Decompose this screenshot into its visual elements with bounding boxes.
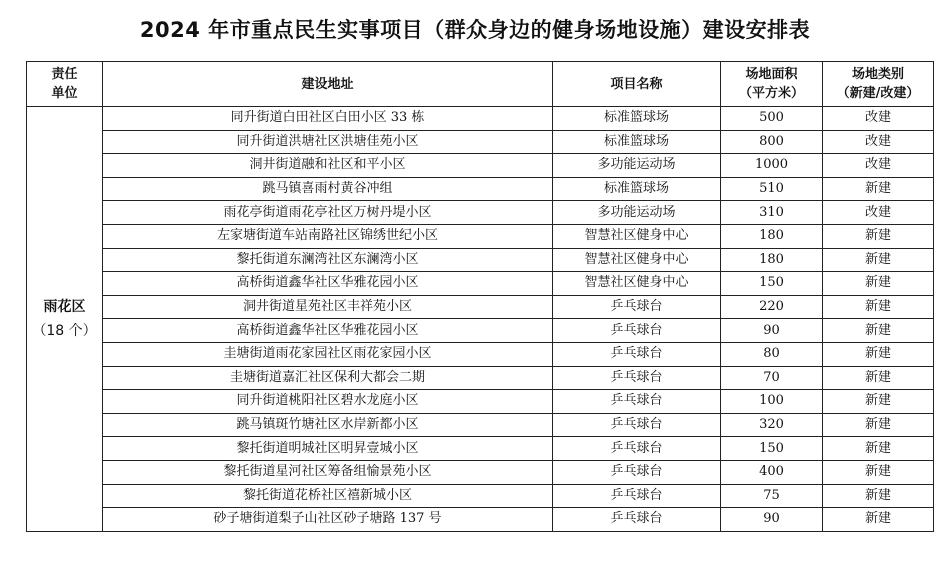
header-unit-line2: 单位 bbox=[51, 86, 78, 101]
site-type-cell: 新建 bbox=[823, 177, 934, 201]
site-type-cell: 新建 bbox=[823, 248, 934, 272]
project-table bbox=[26, 61, 934, 532]
project-name-cell: 智慧社区健身中心 bbox=[553, 224, 721, 248]
table-row bbox=[27, 154, 934, 178]
project-name-cell: 智慧社区健身中心 bbox=[553, 272, 721, 296]
project-name-cell: 乒乓球台 bbox=[553, 508, 721, 532]
table-body bbox=[27, 107, 934, 532]
area-cell: 510 bbox=[721, 177, 823, 201]
project-name-cell: 标准篮球场 bbox=[553, 177, 721, 201]
project-name-cell: 乒乓球台 bbox=[553, 437, 721, 461]
site-type-cell: 新建 bbox=[823, 295, 934, 319]
header-type-line2: （新建/改建） bbox=[836, 86, 920, 101]
site-type-cell: 新建 bbox=[823, 319, 934, 343]
site-type-cell: 新建 bbox=[823, 508, 934, 532]
header-type bbox=[823, 62, 934, 107]
header-area bbox=[721, 62, 823, 107]
site-type-cell: 新建 bbox=[823, 460, 934, 484]
project-name-cell: 乒乓球台 bbox=[553, 319, 721, 343]
area-cell: 1000 bbox=[721, 154, 823, 178]
table-row bbox=[27, 272, 934, 296]
address-cell: 左家塘街道车站南路社区锦绣世纪小区 bbox=[103, 224, 553, 248]
address-cell: 雨花亭街道雨花亭社区万树丹堤小区 bbox=[103, 201, 553, 225]
table-row bbox=[27, 460, 934, 484]
area-cell: 150 bbox=[721, 272, 823, 296]
responsible-unit-count: （18 个） bbox=[32, 322, 97, 339]
table-row bbox=[27, 413, 934, 437]
area-cell: 100 bbox=[721, 390, 823, 414]
address-cell: 跳马镇喜雨村黄谷冲组 bbox=[103, 177, 553, 201]
address-cell: 黎托街道花桥社区禧新城小区 bbox=[103, 484, 553, 508]
area-cell: 320 bbox=[721, 413, 823, 437]
table-row bbox=[27, 130, 934, 154]
project-name-cell: 标准篮球场 bbox=[553, 130, 721, 154]
header-address: 建设地址 bbox=[103, 62, 553, 107]
site-type-cell: 新建 bbox=[823, 366, 934, 390]
table-row bbox=[27, 390, 934, 414]
area-cell: 90 bbox=[721, 319, 823, 343]
page-title: 2024 年市重点民生实事项目（群众身边的健身场地设施）建设安排表 bbox=[139, 18, 811, 42]
table-row bbox=[27, 508, 934, 532]
header-area-line1: 场地面积 bbox=[745, 67, 798, 82]
area-cell: 150 bbox=[721, 437, 823, 461]
table-row bbox=[27, 201, 934, 225]
project-name-cell: 乒乓球台 bbox=[553, 295, 721, 319]
table-row bbox=[27, 295, 934, 319]
project-name-cell: 乒乓球台 bbox=[553, 366, 721, 390]
header-unit bbox=[27, 62, 103, 107]
address-cell: 洞井街道融和社区和平小区 bbox=[103, 154, 553, 178]
site-type-cell: 新建 bbox=[823, 342, 934, 366]
project-name-cell: 乒乓球台 bbox=[553, 460, 721, 484]
site-type-cell: 新建 bbox=[823, 390, 934, 414]
area-cell: 800 bbox=[721, 130, 823, 154]
address-cell: 高桥街道鑫华社区华雅花园小区 bbox=[103, 272, 553, 296]
address-cell: 圭塘街道雨花家园社区雨花家园小区 bbox=[103, 342, 553, 366]
responsible-unit-name: 雨花区 bbox=[43, 298, 86, 315]
table-row bbox=[27, 437, 934, 461]
address-cell: 黎托街道东澜湾社区东澜湾小区 bbox=[103, 248, 553, 272]
table-row bbox=[27, 177, 934, 201]
address-cell: 砂子塘街道梨子山社区砂子塘路 137 号 bbox=[103, 508, 553, 532]
site-type-cell: 改建 bbox=[823, 130, 934, 154]
header-unit-line1: 责任 bbox=[51, 67, 78, 82]
area-cell: 75 bbox=[721, 484, 823, 508]
address-cell: 跳马镇斑竹塘社区水岸新都小区 bbox=[103, 413, 553, 437]
site-type-cell: 新建 bbox=[823, 437, 934, 461]
area-cell: 90 bbox=[721, 508, 823, 532]
project-name-cell: 标准篮球场 bbox=[553, 107, 721, 131]
table-row bbox=[27, 224, 934, 248]
project-name-cell: 乒乓球台 bbox=[553, 390, 721, 414]
header-project: 项目名称 bbox=[553, 62, 721, 107]
table-row bbox=[27, 107, 934, 131]
address-cell: 同升街道洪塘社区洪塘佳苑小区 bbox=[103, 130, 553, 154]
project-name-cell: 多功能运动场 bbox=[553, 154, 721, 178]
area-cell: 180 bbox=[721, 248, 823, 272]
site-type-cell: 新建 bbox=[823, 413, 934, 437]
area-cell: 70 bbox=[721, 366, 823, 390]
site-type-cell: 新建 bbox=[823, 484, 934, 508]
table-row bbox=[27, 248, 934, 272]
table-row bbox=[27, 366, 934, 390]
header-row bbox=[27, 62, 934, 107]
table-row bbox=[27, 484, 934, 508]
area-cell: 220 bbox=[721, 295, 823, 319]
site-type-cell: 改建 bbox=[823, 107, 934, 131]
header-type-line1: 场地类别 bbox=[851, 67, 904, 82]
site-type-cell: 新建 bbox=[823, 272, 934, 296]
responsible-unit-cell bbox=[27, 107, 103, 532]
address-cell: 洞井街道星苑社区丰祥苑小区 bbox=[103, 295, 553, 319]
project-name-cell: 乒乓球台 bbox=[553, 484, 721, 508]
header-area-line2: （平方米） bbox=[738, 86, 804, 101]
project-name-cell: 乒乓球台 bbox=[553, 342, 721, 366]
area-cell: 80 bbox=[721, 342, 823, 366]
address-cell: 黎托街道星河社区筹备组愉景苑小区 bbox=[103, 460, 553, 484]
site-type-cell: 改建 bbox=[823, 154, 934, 178]
area-cell: 500 bbox=[721, 107, 823, 131]
table-header bbox=[27, 62, 934, 107]
project-name-cell: 智慧社区健身中心 bbox=[553, 248, 721, 272]
area-cell: 310 bbox=[721, 201, 823, 225]
address-cell: 同升街道白田社区白田小区 33 栋 bbox=[103, 107, 553, 131]
area-cell: 400 bbox=[721, 460, 823, 484]
project-name-cell: 乒乓球台 bbox=[553, 413, 721, 437]
site-type-cell: 新建 bbox=[823, 224, 934, 248]
address-cell: 黎托街道明城社区明昇壹城小区 bbox=[103, 437, 553, 461]
table-row bbox=[27, 319, 934, 343]
project-name-cell: 多功能运动场 bbox=[553, 201, 721, 225]
address-cell: 圭塘街道嘉汇社区保利大都会二期 bbox=[103, 366, 553, 390]
site-type-cell: 改建 bbox=[823, 201, 934, 225]
area-cell: 180 bbox=[721, 224, 823, 248]
address-cell: 同升街道桃阳社区碧水龙庭小区 bbox=[103, 390, 553, 414]
address-cell: 高桥街道鑫华社区华雅花园小区 bbox=[103, 319, 553, 343]
table-row bbox=[27, 342, 934, 366]
